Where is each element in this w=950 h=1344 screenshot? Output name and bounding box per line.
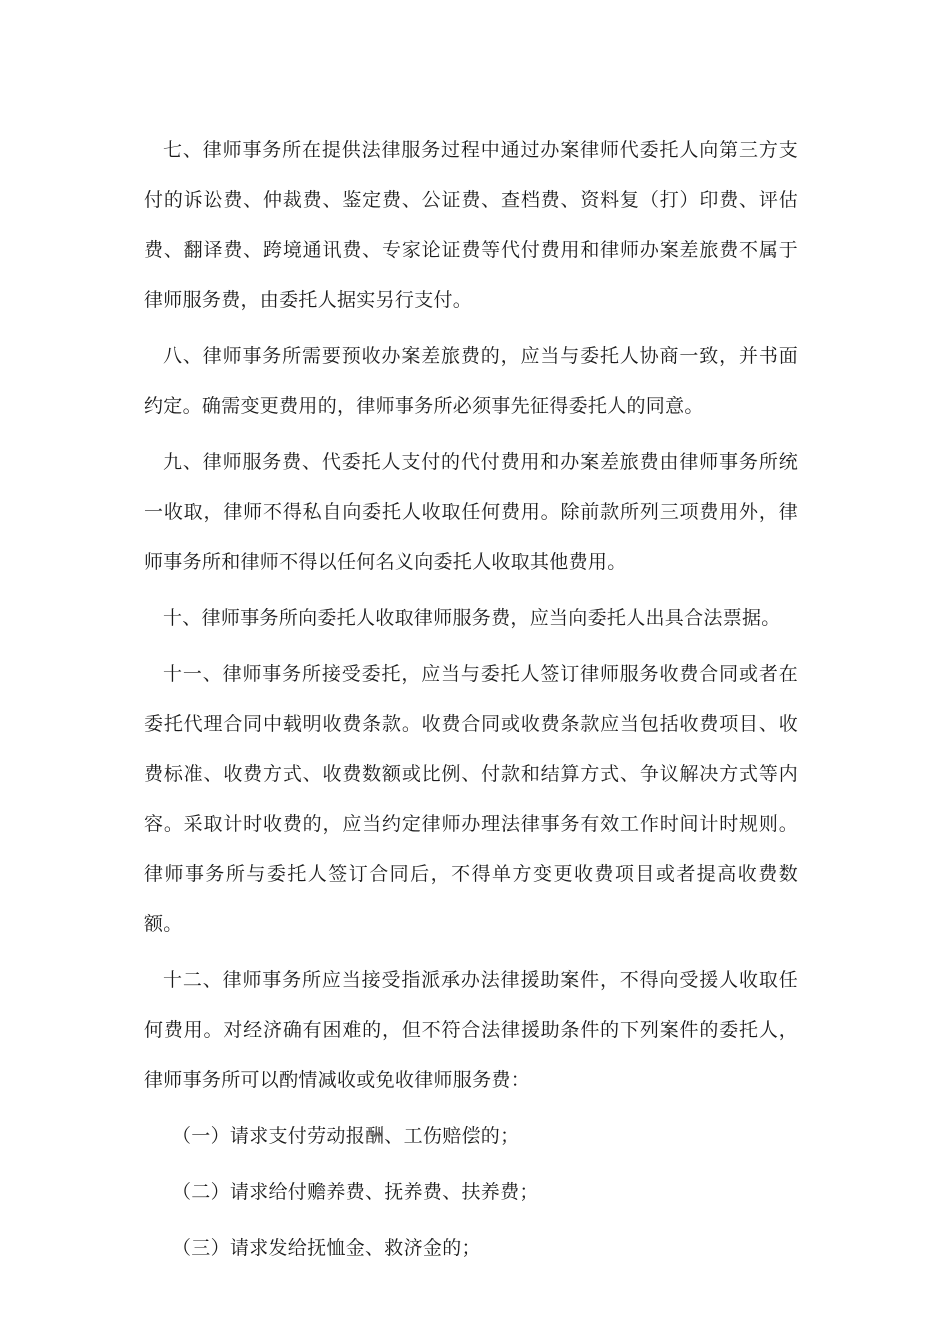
document-body xyxy=(144,125,798,1279)
list-item-2: （二）请求给付赡养费、抚养费、扶养费； xyxy=(172,1181,539,1203)
paragraph-article-8: 八、律师事务所需要预收办案差旅费的，应当与委托人协商一致，并书面约定。确需变更费用的，律师事务所必须事先征得委托人的同意。 xyxy=(144,345,798,417)
list-item-1: （一）请求支付劳动报酬、工伤赔偿的； xyxy=(172,1125,520,1147)
list-item-3: （三）请求发给抚恤金、救济金的； xyxy=(172,1237,481,1259)
paragraph-article-9: 九、律师服务费、代委托人支付的代付费用和办案差旅费由律师事务所统一收取，律师不得私自向委托人收取任何费用。除前款所列三项费用外，律师事务所和律师不得以任何名义向委托人收取其他费用。 xyxy=(144,451,798,573)
paragraph-article-12: 十二、律师事务所应当接受指派承办法律援助案件，不得向受援人收取任何费用。对经济确有困难的，但不符合法律援助条件的下列案件的委托人，律师事务所可以酌情减收或免收律师服务费： xyxy=(144,969,798,1091)
paragraph-article-10: 十、律师事务所向委托人收取律师服务费，应当向委托人出具合法票据。 xyxy=(163,607,781,629)
paragraph-article-7: 七、律师事务所在提供法律服务过程中通过办案律师代委托人向第三方支付的诉讼费、仲裁费、鉴定费、公证费、查档费、资料复（打）印费、评估费、翻译费、跨境通讯费、专家论证费等代付费用和律师办案差旅费不属于律师服务费，由委托人据实另行支付。 xyxy=(144,139,798,311)
paragraph-article-11: 十一、律师事务所接受委托，应当与委托人签订律师服务收费合同或者在委托代理合同中载明收费条款。收费合同或收费条款应当包括收费项目、收费标准、收费方式、收费数额或比例、付款和结算方式、争议解决方式等内容。采取计时收费的，应当约定律师办理法律事务有效工作时间计时规则。律师事务所与委托人签订合同后，不得单方变更收费项目或者提高收费数额。 xyxy=(144,663,798,935)
